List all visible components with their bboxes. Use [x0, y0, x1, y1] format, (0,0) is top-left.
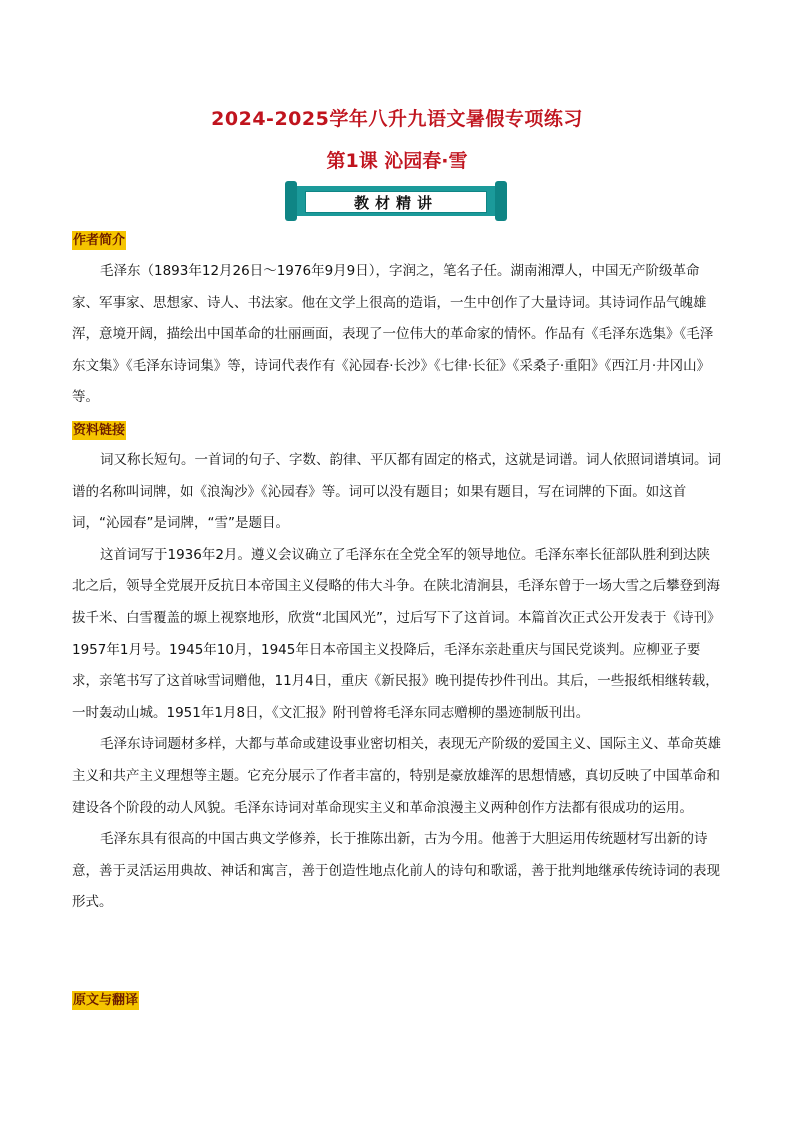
banner-label: 教材精讲 [305, 191, 487, 213]
section-label-original: 原文与翻译 [73, 993, 139, 1008]
section-label-material: 资料链接 [73, 423, 126, 438]
document-title: 2024-2025学年八升九语文暑假专项练习 [211, 108, 583, 130]
author-paragraphs [72, 256, 722, 414]
author-paragraph: 毛泽东（1893年12月26日～1976年9月9日），字润之，笔名子任。湖南湘潭人，中国无产阶级革命家、军事家、思想家、诗人、书法家。他在文学上很高的造诣，一生中创作了大量诗词。其诗词作品气魄雄浑，意境开阔，描绘出中国革命的壮丽画面，表现了一位伟大的革命家的情怀。作品有《毛泽东选集》《毛泽东文集》《毛泽东诗词集》等，诗词代表作有《沁园春·长沙》《七律·长征》《采桑子·重阳》《西江月·井冈山》等。 [72, 263, 714, 406]
material-paragraphs [72, 445, 722, 919]
scroll-left-roll [285, 181, 297, 221]
section-banner [285, 181, 507, 221]
lesson-title: 第1课 沁园春·雪 [326, 150, 468, 172]
material-paragraph: 毛泽东具有很高的中国古典文学修养，长于推陈出新，古为今用。他善于大胆运用传统题材写出新的诗意，善于灵活运用典故、神话和寓言，善于创造性地点化前人的诗句和歌谣，善于批判地继承传统诗词的表现形式。 [72, 831, 720, 911]
material-paragraph: 这首词写于1936年2月。遵义会议确立了毛泽东在全党全军的领导地位。毛泽东率长征部队胜利到达陕北之后，领导全党展开反抗日本帝国主义侵略的伟大斗争。在陕北清涧县，毛泽东曾于一场大雪之后攀登到海拔千米、白雪覆盖的塬上视察地形，欣赏“北国风光”，过后写下了这首词。本篇首次正式公开发表于《诗刊》1957年1月号。1945年10月，1945年日本帝国主义投降后，毛泽东亲赴重庆与国民党谈判。应柳亚子要求，亲笔书写了这首咏雪词赠他，11月4日，重庆《新民报》晚刊提传抄件刊出。其后，一些报纸相继转载，一时轰动山城。1951年1月8日，《文汇报》附刊曾将毛泽东同志赠柳的墨迹制版刊出。 [72, 546, 721, 721]
material-paragraph: 词又称长短句。一首词的句子、字数、韵律、平仄都有固定的格式，这就是词谱。词人依照词谱填词。词谱的名称叫词牌，如《浪淘沙》《沁园春》等。词可以没有题目；如果有题目，写在词牌的下面。如这首词，“沁园春”是词牌，“雪”是题目。 [72, 452, 721, 532]
material-paragraph: 毛泽东诗词题材多样，大都与革命或建设事业密切相关，表现无产阶级的爱国主义、国际主义、革命英雄主义和共产主义理想等主题。它充分展示了作者丰富的，特别是豪放雄浑的思想情感，真切反映了中国革命和建设各个阶段的动人风貌。毛泽东诗词对革命现实主义和革命浪漫主义两种创作方法都有很成功的运用。 [72, 736, 721, 816]
scroll-right-roll [495, 181, 507, 221]
section-label-author: 作者简介 [73, 233, 126, 248]
